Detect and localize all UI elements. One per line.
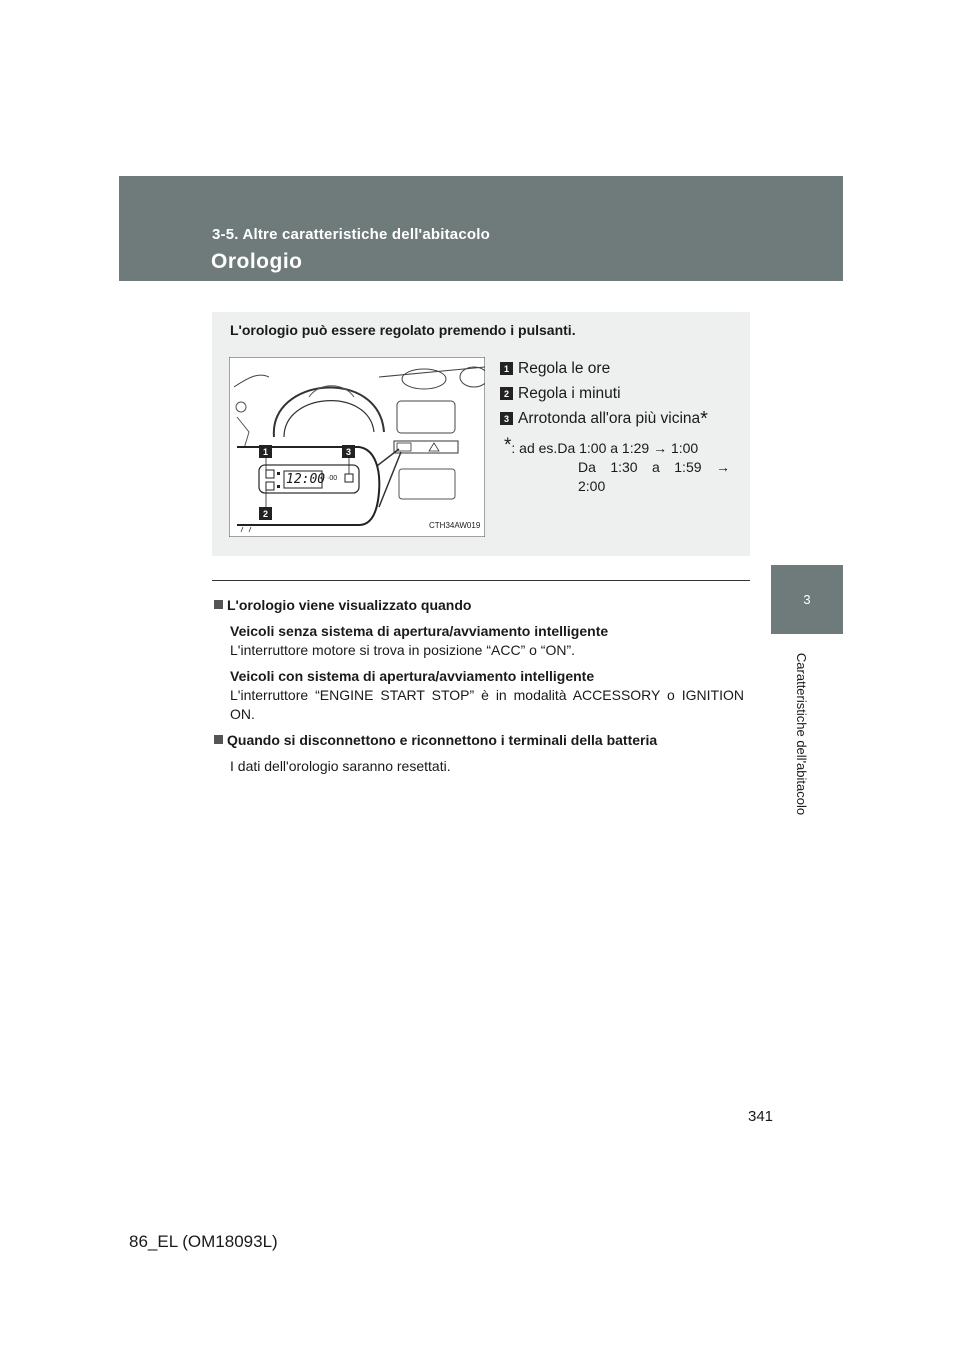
page-title: Orologio: [211, 250, 303, 273]
legend-item: 3 Arrotonda all'ora più vicina *: [500, 406, 740, 431]
note-heading-text: L'orologio viene visualizzato quando: [227, 597, 472, 613]
chapter-tab: [771, 565, 843, 634]
callout-1: 1: [259, 445, 272, 458]
note-heading: [214, 596, 744, 615]
info-box: [212, 312, 750, 556]
note-text: L'interruttore motore si trova in posizione “ACC” o “ON”.: [230, 642, 576, 658]
footnote-word: 1:59: [674, 459, 702, 475]
legend-item: [500, 381, 740, 406]
legend-label: Regola i minuti: [518, 384, 621, 402]
note-block: [214, 622, 744, 660]
note-condition: Veicoli senza sistema di apertura/avviamento intelligente: [230, 623, 609, 639]
note-condition: Veicoli con sistema di apertura/avviamento intelligente: [230, 668, 595, 684]
section-label: 3-5. Altre caratteristiche dell'abitacolo: [212, 226, 490, 243]
note-heading-text: Quando si disconnettono e riconnettono i terminali della batteria: [227, 732, 658, 748]
callout-2: 2: [259, 507, 272, 520]
footnote-word: 1:30: [610, 459, 638, 475]
page-number: 341: [748, 1108, 774, 1125]
chapter-number: 3: [803, 592, 811, 607]
intro-text: L'orologio può essere regolato premendo i pulsanti.: [230, 322, 576, 338]
callout-3: 3: [342, 445, 355, 458]
legend-label: Regola le ore: [518, 359, 611, 377]
note-text: I dati dell'orologio saranno resettati.: [230, 758, 451, 774]
bullet-square-icon: [214, 600, 223, 609]
legend-number: 3: [500, 412, 513, 425]
clock-display-text: 12:00: [286, 472, 326, 487]
chapter-header: [119, 176, 843, 281]
legend-label: Arrotonda all'ora più vicina: [518, 409, 701, 427]
dashboard-illustration: [229, 357, 485, 537]
footnote-line2: [504, 458, 730, 477]
bullet-square-icon: [214, 735, 223, 744]
footnote: [504, 436, 730, 496]
footnote-word: Da: [578, 459, 596, 475]
legend-number: 1: [500, 362, 513, 375]
legend-item: [500, 356, 740, 381]
chapter-side-label: Caratteristiche dell'abitacolo: [794, 652, 809, 816]
note-block: [214, 757, 744, 776]
footnote-line3: 2:00: [578, 478, 606, 494]
footnote-word: a: [652, 459, 660, 475]
note-heading: [214, 731, 744, 750]
footnote-line1: Da 1:00 a 1:29 → 1:00: [557, 440, 699, 456]
footnote-symbol: *: [504, 435, 512, 456]
clock-button-3-mark: ·00: [327, 475, 338, 482]
footnote-word: →: [715, 459, 730, 475]
note-block: [214, 667, 744, 724]
note-text: L'interruttore “ENGINE START STOP” è in modalità ACCESSORY o IGNITION ON.: [230, 687, 744, 722]
footnote-prefix: : ad es.: [511, 440, 558, 456]
legend-number: 2: [500, 387, 513, 400]
document-code: 86_EL (OM18093L): [129, 1232, 278, 1251]
section-divider: [212, 580, 750, 581]
legend: [500, 356, 740, 494]
notes-section: [214, 596, 744, 783]
illustration-code: CTH34AW019: [429, 521, 481, 530]
